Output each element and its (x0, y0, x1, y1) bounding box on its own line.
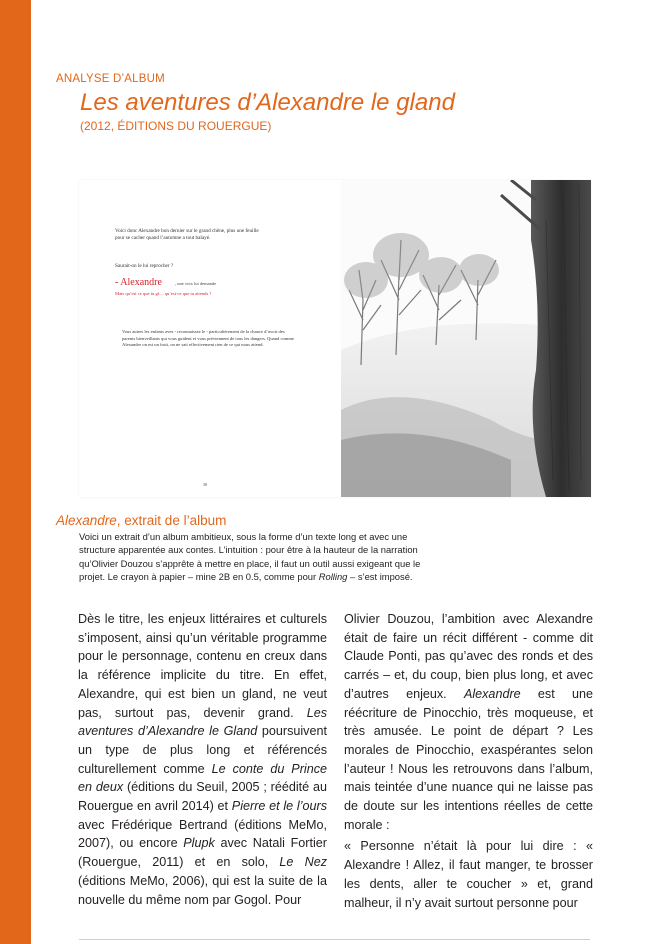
caption-line: qu’Olivier Douzou s’apprête à mettre en place, il faut un outil aussi exigeant que le (79, 557, 421, 569)
article-paragraph (78, 610, 327, 909)
caption-line-italic: Rolling (318, 570, 348, 582)
article-column-right (344, 610, 593, 915)
caption-line: Voici un extrait d’un album ambitieux, sous la forme d’un texte long et avec une (79, 531, 408, 542)
caption-title-rest: , extrait de l’album (116, 513, 227, 528)
page-title: Les aventures d’Alexandre le gland (80, 89, 455, 116)
article-paragraph (344, 610, 593, 834)
spread-text-1: Voici donc Alexandre bon dernier sur le grand chêne, plus une feuille pour se cacher quand l’automne a tout balayé. (115, 228, 259, 242)
orange-side-bar (0, 0, 31, 944)
text-run-italic: Le conte du Prince en deux (78, 761, 327, 795)
text-run: avec Frédérique Bertrand (éditions MeMo, 2007), ou encore (78, 817, 327, 851)
trees-drawing-icon (341, 180, 591, 497)
spread-name-after: , une voix lui demande (175, 281, 217, 286)
text-run-italic: Pierre et le l’ours (231, 799, 327, 814)
album-spread-left-page (79, 180, 341, 497)
spread-name-red: - Alexandre (115, 277, 162, 288)
spread-text-3: Vous autres les enfants avez - reconnaissez le - particulièrement de la chance d’avoir des parents bienveillants qui vous guident et vous préviennent de tous les dangers. Quand comme Alexandre on est un fruit, on ne sait effectivement rien de ce qui nous attend. (122, 329, 294, 347)
caption-line-part: – s’est imposé. (347, 570, 413, 582)
caption-line-part: projet. Le crayon à papier – mine 2B en 0.5, comme pour (79, 570, 319, 582)
caption-line: structure apparentée aux contes. L’intuition : pour être à la hauteur de la narration (79, 544, 418, 556)
section-kicker: ANALYSE D’ALBUM (56, 73, 165, 85)
caption-title (56, 513, 226, 528)
caption-title-italic: Alexandre (56, 513, 117, 528)
text-run-italic: Plupk (183, 836, 215, 851)
text-run: (éditions MeMo, 2006), qui est la suite de la nouvelle du même nom par Gogol. Pour (78, 873, 327, 907)
page-subtitle: (2012, ÉDITIONS DU ROUERGUE) (80, 119, 272, 133)
spread-page-number: 30 (203, 482, 207, 487)
album-spread-image (79, 180, 591, 497)
caption-body (79, 530, 451, 583)
text-run: avec Natali Fortier (Rouergue, 2011) et en solo, (78, 836, 327, 870)
spread-red-line: Mais qu’est ce que tu gl..., qu’est-ce que tu attends ? (115, 291, 212, 296)
spread-text-2: Saurait-on le lui reprocher ? (115, 263, 174, 269)
text-run-italic: Les aventures d’Alexandre le Gland (78, 705, 327, 739)
pencil-drawing-trees-forest (341, 180, 591, 497)
text-run: Olivier Douzou, l’ambition avec Alexandre était de faire un récit différent - comme dit Claude Ponti, pas qu’avec des ronds et des carrés – et, du coup, bien plus long, et avec d’autres enjeux. (344, 612, 593, 701)
text-run-italic: Le Nez (279, 855, 328, 870)
text-run: (éditions du Seuil, 2005 ; réédité au Rouergue en avril 2014) et (78, 780, 327, 814)
bottom-divider (79, 939, 590, 940)
article-column-left (78, 610, 327, 912)
caption-line (79, 570, 451, 583)
text-run: poursuivent un type de plus long et référencés culturellement comme (78, 724, 327, 776)
text-run: Dès le titre, les enjeux littéraires et culturels s’imposent, ainsi qu’un véritable programme pour le personnage, contenu en creux dans la référence implicite du titre. En effet, Alexandre, qui est bien un gland, ne veut pas, surtout pas, devenir grand. (78, 612, 327, 720)
text-run: est une réécriture de Pinocchio, très moqueuse, et très amusée. Le point de départ ? Les morales de Pinocchio, exaspérantes selon l’auteur ! Nous les retrouvons dans l’album, mais teintée d’une nuance qui ne laisse pas de doute sur les intentions réelles de cette morale : (344, 686, 593, 832)
article-paragraph: « Personne n’était là pour lui dire : « Alexandre ! Allez, il faut manger, te brosser les dents, aller te coucher » et, grand malheur, il n’y avait surtout personne pour (344, 839, 593, 910)
text-run-italic: Alexandre (463, 686, 521, 701)
